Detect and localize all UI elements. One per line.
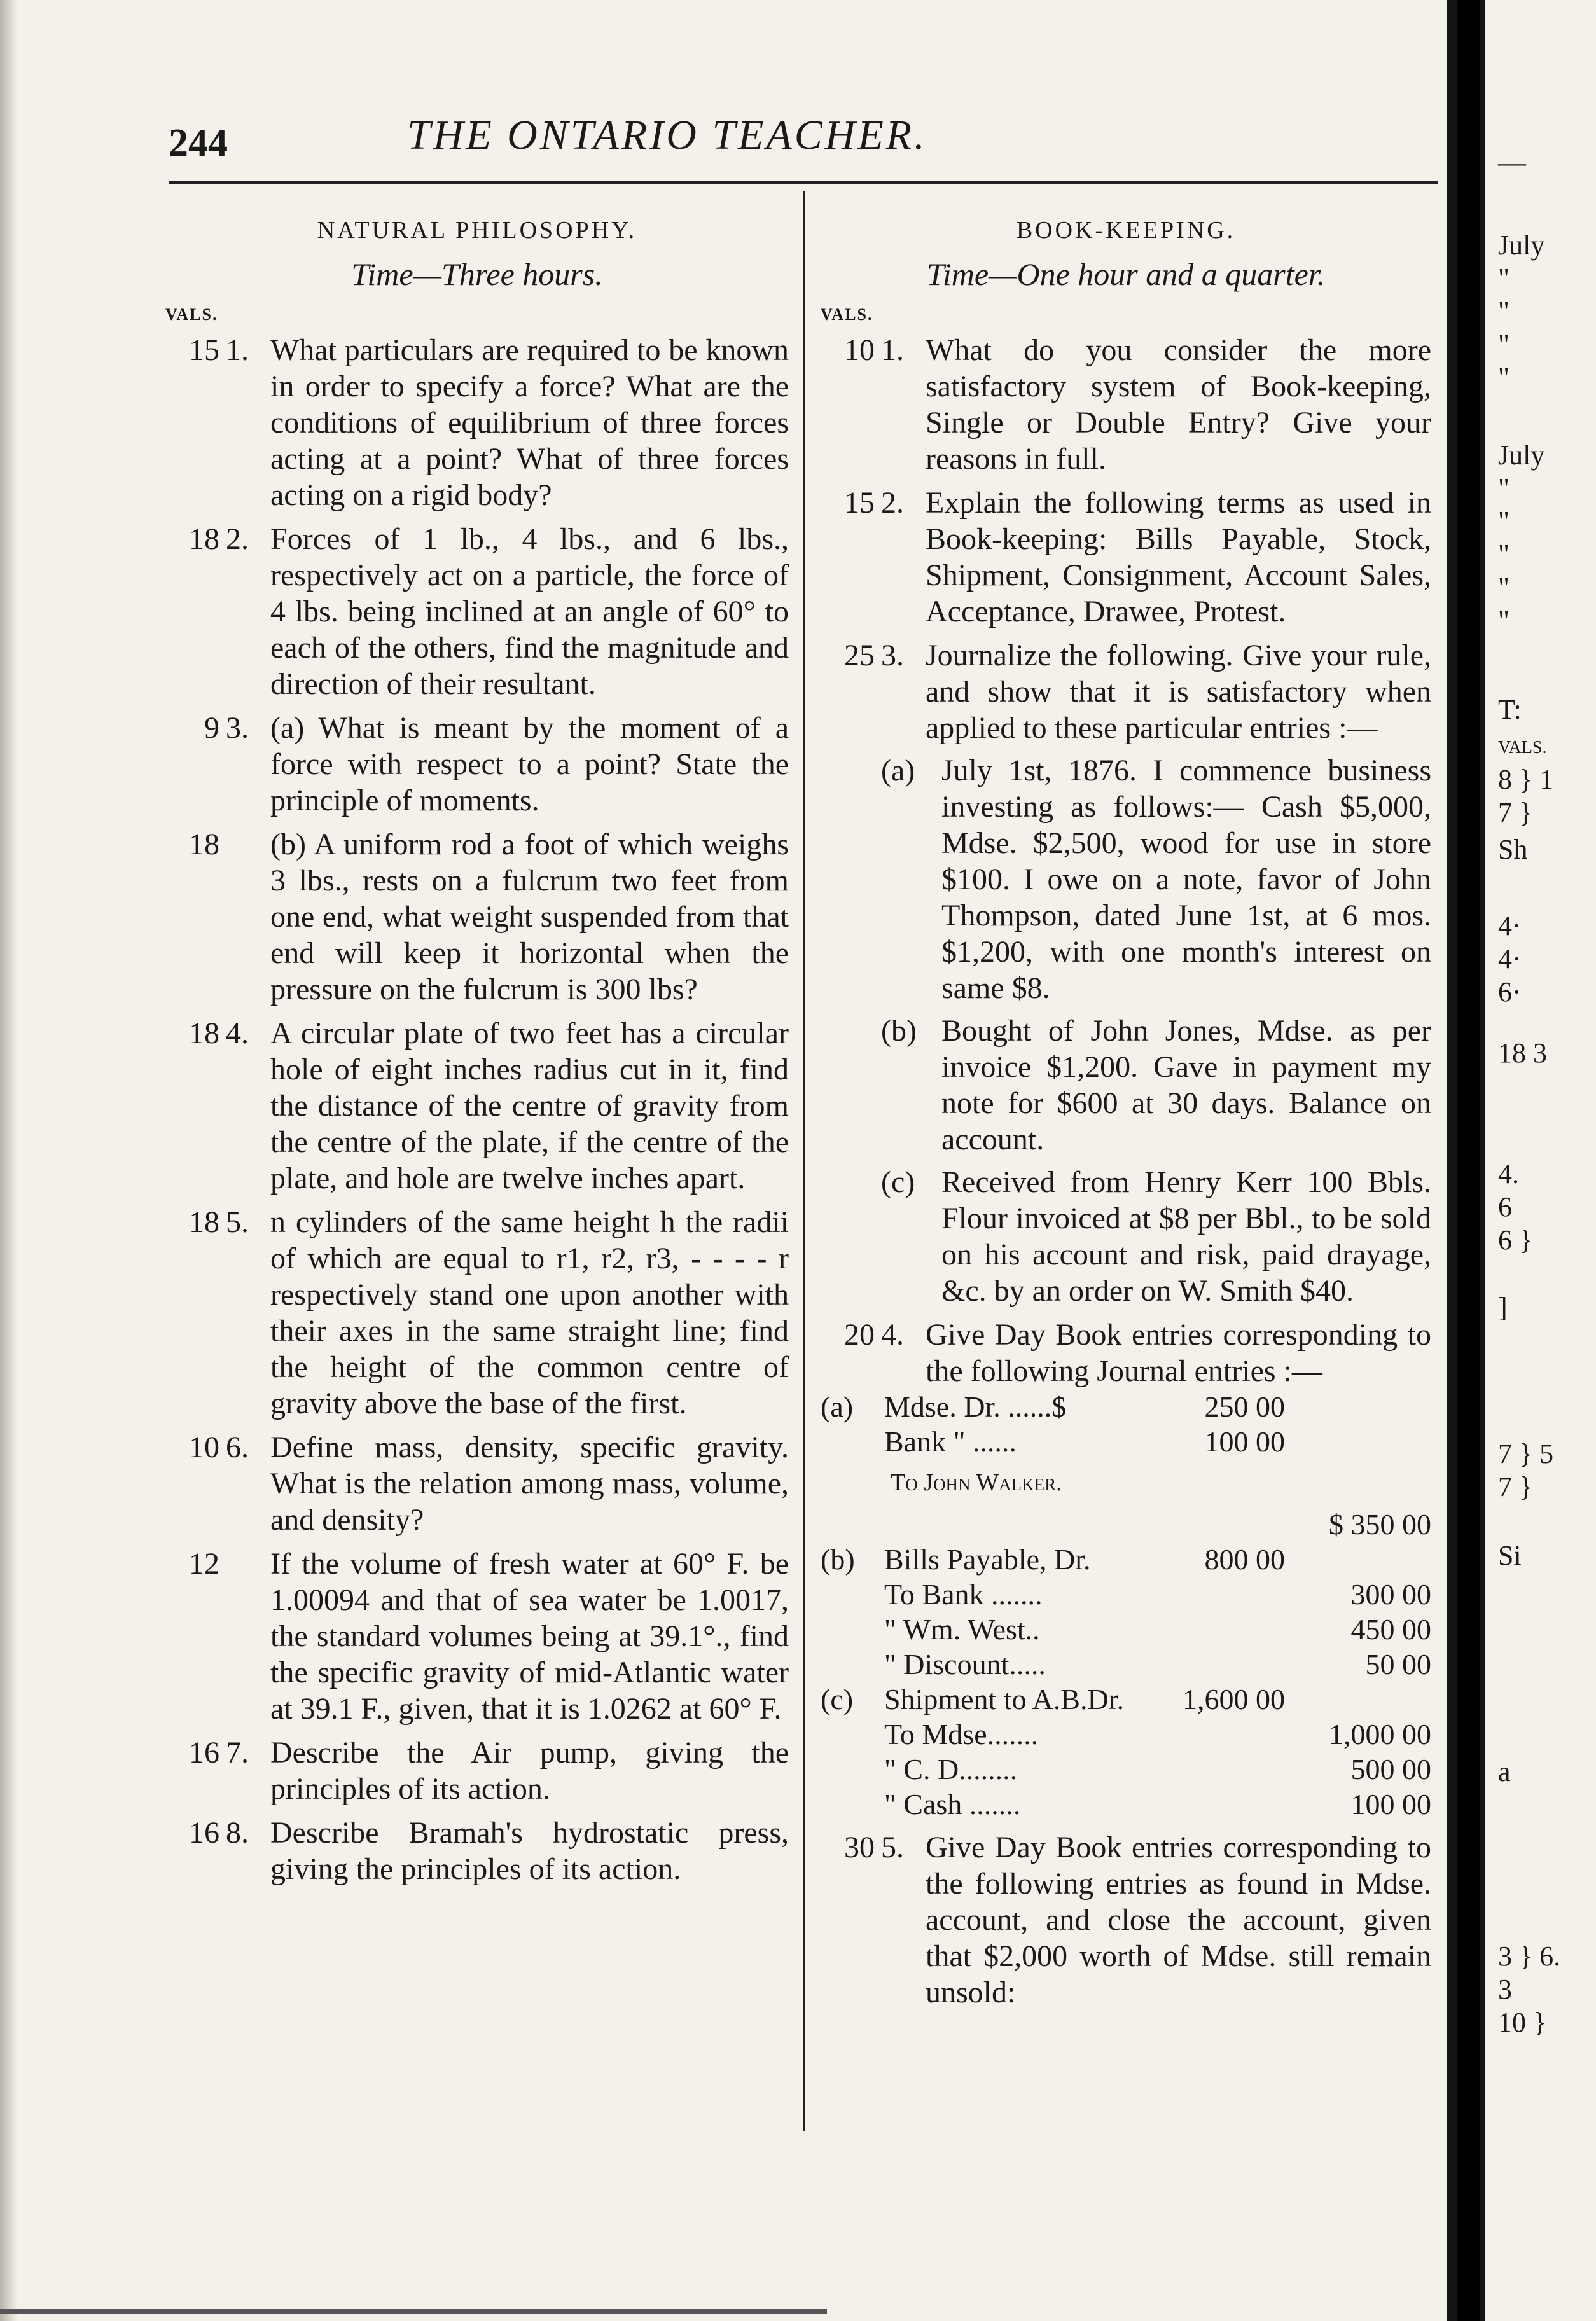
question	[821, 1829, 1431, 2011]
journal-to: To John Walker.	[891, 1469, 1062, 1496]
journal-row	[821, 1542, 1431, 1577]
facing-page-fragment: 4.	[1498, 1158, 1519, 1189]
question-number: 4.	[226, 1016, 249, 1050]
question	[821, 637, 1431, 746]
journal-entry-c	[821, 1682, 1431, 1822]
question-text: What do you consider the more satisfactory system of Book-keeping, Single or Double Entry? Give your reasons in full.	[926, 333, 1431, 476]
journal-row	[821, 1787, 1431, 1822]
question-number: 8.	[226, 1816, 249, 1850]
journal-desc: Bank " ......	[884, 1425, 1017, 1458]
sub-item-label: (b)	[881, 1014, 917, 1048]
question-value: 16	[189, 1736, 219, 1770]
question-text: Describe Bramah's hydrostatic press, giving the principles of its action.	[270, 1816, 789, 1886]
journal-amount: 50 00	[1365, 1648, 1431, 1680]
question-value: 15	[189, 333, 219, 367]
vals-label: VALS.	[165, 305, 218, 324]
question-number: 6.	[226, 1431, 249, 1464]
sub-item-text: Received from Henry Kerr 100 Bbls. Flour invoiced at $8 per Bbl., to be sold on his account and risk, paid drayage, &c. by an order on W. Smith $40.	[941, 1165, 1431, 1308]
question	[821, 1317, 1431, 1389]
facing-page-fragment: 4·	[1498, 943, 1522, 974]
question-number: 1.	[881, 333, 904, 367]
journal-entry-b	[821, 1542, 1431, 1682]
facing-page-fragment: "	[1498, 473, 1509, 504]
facing-page-fragment: "	[1498, 329, 1509, 360]
page-number: 244	[169, 121, 228, 165]
question	[165, 1015, 789, 1196]
question-value: 10	[189, 1431, 219, 1464]
question-text: (a) What is meant by the moment of a force with respect to a point? State the principle of moments.	[270, 711, 789, 817]
facing-page-fragment: a	[1498, 1756, 1511, 1787]
journal-amount	[1170, 1752, 1285, 1787]
question-text: What particulars are required to be known in order to specify a force? What are the conditions of equilibrium of three forces acting at a point? What of three forces acting on a rigid body?	[270, 333, 789, 512]
facing-page-fragment: "	[1498, 296, 1509, 327]
facing-page-fragment: 3 } 6.	[1498, 1941, 1561, 1972]
facing-page-fragment: "	[1498, 539, 1509, 570]
facing-page-fragment: 10 }	[1498, 2007, 1547, 2038]
question-value: 30	[844, 1831, 875, 1864]
journal-amount: 450 00	[1350, 1613, 1431, 1645]
binding-gutter-dark	[1457, 0, 1480, 2321]
facing-page-fragment: VALS.	[1498, 738, 1547, 758]
facing-page-fragment: 18 3	[1498, 1037, 1547, 1069]
time-limit: Time—One hour and a quarter.	[926, 256, 1326, 292]
facing-page-fragment: 7 }	[1498, 1471, 1533, 1502]
sub-item	[821, 752, 1431, 1006]
journal-amount	[1285, 1542, 1431, 1577]
journal-row	[821, 1752, 1431, 1787]
facing-page-fragment: —	[1498, 147, 1526, 178]
facing-page-fragment: 6·	[1498, 976, 1522, 1008]
section-title: NATURAL PHILOSOPHY.	[317, 217, 637, 244]
journal-amount: 300 00	[1350, 1578, 1431, 1611]
journal-desc: To Mdse.......	[884, 1718, 1039, 1750]
natural-philosophy-column	[165, 210, 789, 1887]
journal-amount	[1170, 1577, 1285, 1612]
journal-amount	[1170, 1787, 1285, 1822]
sub-item-label: (c)	[881, 1165, 915, 1199]
question-text: Journalize the following. Give your rule, and show that it is satisfactory when applied to these particular entries :—	[926, 639, 1431, 745]
bottom-scan-edge	[0, 2309, 827, 2314]
vals-label: VALS.	[821, 305, 873, 324]
facing-page-fragment: "	[1498, 572, 1509, 603]
question-text: Explain the following terms as used in Book-keeping: Bills Payable, Stock, Shipment, Consignment, Account Sales, Acceptance, Drawee, Protest.	[926, 486, 1431, 628]
question-text: Define mass, density, specific gravity. What is the relation among mass, volume, and density?	[270, 1431, 789, 1537]
journal-total: $ 350 00	[1329, 1508, 1431, 1541]
journal-row	[821, 1682, 1431, 1717]
facing-page-fragment: 8 } 1	[1498, 764, 1554, 795]
facing-page-fragment: "	[1498, 605, 1509, 636]
journal-row	[821, 1389, 1431, 1424]
question	[165, 332, 789, 513]
time-limit: Time—Three hours.	[351, 256, 603, 292]
book-keeping-column	[821, 210, 1431, 2011]
journal-row	[821, 1577, 1431, 1612]
question	[165, 1429, 789, 1538]
question	[165, 1546, 789, 1727]
facing-page-fragment: July	[1498, 230, 1545, 261]
facing-page-fragment: 7 } 5	[1498, 1438, 1554, 1469]
question-text: Give Day Book entries corresponding to the following entries as found in Mdse. account, and close the account, given that $2,000 worth of Mdse. still remain unsold:	[926, 1831, 1431, 2009]
journal-amount	[1285, 1682, 1431, 1717]
question-value: 18	[189, 828, 219, 861]
journal-row	[821, 1647, 1431, 1682]
question	[165, 826, 789, 1008]
sub-item-text: Bought of John Jones, Mdse. as per invoice $1,200. Gave in payment my note for $600 at 30 days. Balance on account.	[941, 1014, 1431, 1156]
facing-page-fragment: Sh	[1498, 834, 1528, 865]
header-rule	[169, 181, 1438, 184]
facing-page-fragment: T:	[1498, 694, 1522, 725]
journal-amount: 250 00	[1204, 1390, 1285, 1423]
journal-desc: Mdse. Dr. ......$	[884, 1390, 1067, 1423]
column-divider	[803, 191, 805, 2131]
question-number: 5.	[226, 1205, 249, 1239]
sub-item	[821, 1164, 1431, 1309]
question	[821, 332, 1431, 477]
journal-entry-a	[821, 1389, 1431, 1542]
journal-amount	[1285, 1424, 1431, 1459]
facing-page-fragment: 7 }	[1498, 797, 1533, 828]
journal-row	[821, 1424, 1431, 1459]
journal-amount	[1170, 1717, 1285, 1752]
question-number: 4.	[881, 1318, 904, 1352]
facing-page-fragment: 6 }	[1498, 1224, 1533, 1256]
sub-item-text: July 1st, 1876. I commence business investing as follows:— Cash $5,000, Mdse. $2,500, wood for use in store $100. I owe on a note, favor of John Thompson, dated June 1st, at 6 mos. $1,200, with one month's interest on same $8.	[941, 754, 1431, 1005]
question-text: Describe the Air pump, giving the principles of its action.	[270, 1736, 789, 1806]
question	[165, 1815, 789, 1887]
journal-desc: " Cash .......	[884, 1788, 1021, 1820]
journal-amount: 100 00	[1350, 1788, 1431, 1820]
journal-amount	[1170, 1612, 1285, 1647]
journal-amount: 100 00	[1204, 1425, 1285, 1458]
question-text: n cylinders of the same height h the radii of which are equal to r1, r2, r3, - - - - r respectively stand one upon another with their axes in the same straight line; find the height of the common centre of gravity above the base of the first.	[270, 1205, 789, 1420]
facing-page-fragment: ]	[1498, 1292, 1508, 1323]
question-text: Forces of 1 lb., 4 lbs., and 6 lbs., respectively act on a particle, the force of 4 lbs. being inclined at an angle of 60° to each of the others, find the magnitude and direction of their resultant.	[270, 522, 789, 701]
question-text: (b) A uniform rod a foot of which weighs 3 lbs., rests on a fulcrum two feet from one end, what weight suspended from that end will keep it horizontal when the pressure on the fulcrum is 300 lbs?	[270, 828, 789, 1006]
journal-amount: 1,600 00	[1183, 1683, 1285, 1715]
facing-page-fragment: "	[1498, 362, 1509, 393]
journal-label: (b)	[821, 1543, 855, 1576]
question-number: 3.	[881, 639, 904, 672]
question-value: 9	[204, 711, 219, 745]
facing-page-fragment: 6	[1498, 1191, 1512, 1223]
question-value: 10	[844, 333, 875, 367]
journal-amount	[1170, 1647, 1285, 1682]
question-value: 18	[189, 522, 219, 556]
question-number: 2.	[226, 522, 249, 556]
question-value: 18	[189, 1016, 219, 1050]
question	[165, 1204, 789, 1422]
journal-label: (a)	[821, 1390, 854, 1423]
question-text: Give Day Book entries corresponding to the following Journal entries :—	[926, 1318, 1431, 1388]
facing-page-fragment: 4·	[1498, 910, 1522, 941]
question	[165, 1735, 789, 1807]
journal-row	[821, 1717, 1431, 1752]
section-title: BOOK-KEEPING.	[1016, 217, 1236, 244]
journal-desc: " Wm. West..	[884, 1613, 1040, 1645]
question-text: A circular plate of two feet has a circular hole of eight inches radius cut in it, find the distance of the centre of gravity from the centre of the plate, if the centre of the plate, and hole are twelve inches apart.	[270, 1016, 789, 1195]
facing-page-fragment: Si	[1498, 1540, 1522, 1571]
journal-amount: 800 00	[1204, 1543, 1285, 1576]
page-header	[0, 95, 1596, 172]
question-number: 1.	[226, 333, 249, 367]
question-number	[226, 1546, 270, 1727]
question-value: 18	[189, 1205, 219, 1239]
sub-item	[821, 1013, 1431, 1158]
question-value: 16	[189, 1816, 219, 1850]
facing-page-fragment: "	[1498, 506, 1509, 537]
question-value: 20	[844, 1318, 875, 1352]
question-value: 12	[189, 1547, 219, 1581]
question-number	[226, 826, 270, 1008]
question-value: 15	[844, 486, 875, 520]
journal-desc: To Bank .......	[884, 1578, 1043, 1611]
facing-page-fragment: 3	[1498, 1974, 1512, 2005]
page-edge-shadow	[0, 0, 18, 2321]
journal-amount	[1285, 1389, 1431, 1424]
journal-desc: " C. D........	[884, 1753, 1018, 1785]
question-text: If the volume of fresh water at 60° F. be 1.00094 and that of sea water be 1.0017, the standard volumes being at 39.1°., find the specific gravity of mid-Atlantic water at 39.1 F., given, that it is 1.0262 at 60° F.	[270, 1547, 789, 1726]
question	[165, 521, 789, 702]
journal-amount: 1,000 00	[1329, 1718, 1431, 1750]
question-number: 5.	[881, 1831, 904, 1864]
journal-row	[821, 1507, 1431, 1542]
journal-label: (c)	[821, 1683, 854, 1715]
sub-item-label: (a)	[881, 754, 915, 787]
facing-page-fragment: "	[1498, 263, 1509, 294]
journal-desc: " Discount.....	[884, 1648, 1046, 1680]
question	[821, 485, 1431, 630]
facing-page-fragment: July	[1498, 440, 1545, 471]
question-number: 3.	[226, 711, 249, 745]
question-number: 2.	[881, 486, 904, 520]
journal-amount: 500 00	[1350, 1753, 1431, 1785]
journal-desc: Shipment to A.B.Dr.	[884, 1683, 1124, 1715]
journal-row	[821, 1612, 1431, 1647]
question	[165, 710, 789, 819]
question-value: 25	[844, 639, 875, 672]
running-title: THE ONTARIO TEACHER.	[407, 112, 927, 158]
journal-desc: Bills Payable, Dr.	[884, 1543, 1091, 1576]
question-number: 7.	[226, 1736, 249, 1770]
